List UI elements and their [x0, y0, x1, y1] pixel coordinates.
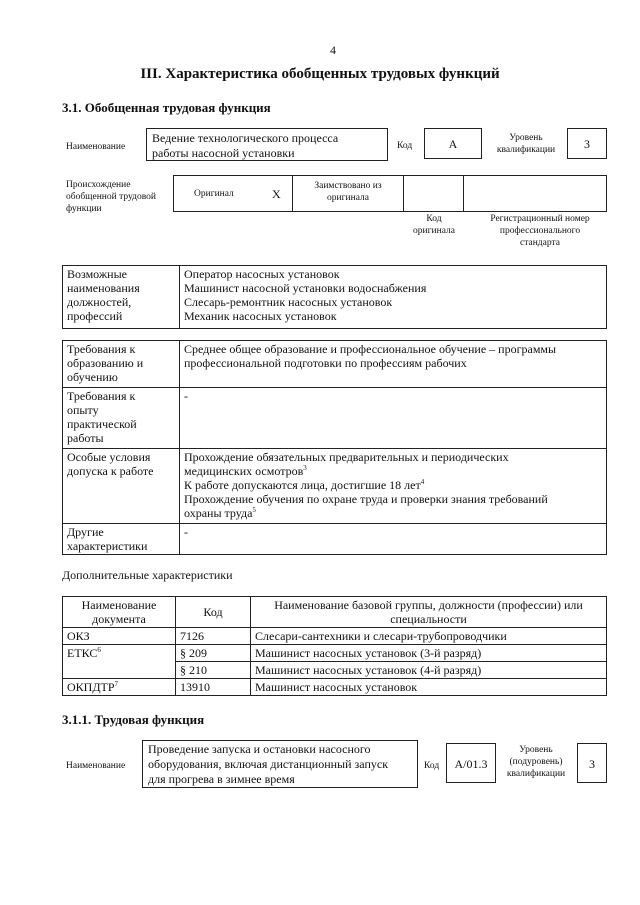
- origin-label-line: Происхождение: [66, 180, 131, 190]
- positions-label-cell: [63, 266, 180, 329]
- origin-reg-line: профессионального: [499, 226, 581, 236]
- other-value-cell: -: [180, 524, 607, 555]
- tf-name-box: [142, 740, 418, 788]
- additional-header-code: Код: [176, 597, 251, 628]
- experience-label-line: Требования к: [67, 389, 136, 403]
- positions-label-line: Возможные: [67, 267, 127, 281]
- origin-reg-line: Регистрационный номер: [490, 214, 590, 224]
- origin-borrowed-line: Заимствовано из: [314, 181, 382, 191]
- gtf-level-value: 3: [567, 128, 607, 159]
- special-value-line: [184, 478, 602, 492]
- education-label-line: образованию и: [67, 356, 144, 370]
- position-item: Машинист насосной установки водоснабжения: [184, 281, 427, 295]
- okpdtr-doc-text: ОКПДТР: [67, 680, 115, 694]
- education-label-cell: [63, 341, 180, 388]
- header-line: Наименование: [81, 598, 157, 612]
- gtf-name-line: Ведение технологического процесса: [152, 131, 339, 145]
- additional-title: Дополнительные характеристики: [62, 568, 233, 582]
- footnote-mark[interactable]: 3: [303, 464, 307, 472]
- etks-doc-text: ЕТКС: [67, 646, 98, 660]
- origin-code-line: Код: [426, 214, 442, 224]
- positions-label-line: профессий: [67, 309, 123, 323]
- tf-level-value: 3: [577, 743, 607, 783]
- tf-name-line: для прогрева в зимнее время: [148, 772, 295, 786]
- positions-table: [62, 265, 607, 329]
- origin-borrowed-label: [294, 180, 402, 204]
- etks-doc: [63, 645, 176, 679]
- tf-name-line: оборудования, включая дистанционный запуск: [148, 757, 389, 771]
- education-value-line: профессиональной подготовки по профессиям рабочих: [184, 356, 467, 370]
- okz-name: Слесари-сантехники и слесари-трубопроводчики: [251, 628, 607, 645]
- okpdtr-doc: [63, 679, 176, 696]
- origin-original-mark: X: [272, 187, 281, 201]
- gtf-level-label-line: квалификации: [496, 145, 556, 155]
- additional-header-name: [251, 597, 607, 628]
- education-value-line: Среднее общее образование и профессиональное обучение – программы: [184, 342, 557, 356]
- okz-code: 7126: [176, 628, 251, 645]
- etks-name: Машинист насосных установок (3-й разряд): [251, 645, 607, 662]
- positions-items-cell: [180, 266, 607, 329]
- etks-name: Машинист насосных установок (4-й разряд): [251, 662, 607, 679]
- origin-divider: [463, 175, 464, 212]
- special-value-text: охраны труда: [184, 506, 253, 520]
- okz-doc: ОКЗ: [63, 628, 176, 645]
- gtf-name-box: [146, 128, 388, 161]
- experience-label-line: практической: [67, 417, 137, 431]
- gtf-code-label: Код: [397, 141, 413, 151]
- origin-reg-line: стандарта: [520, 238, 560, 248]
- section-title: III. Характеристика обобщенных трудовых функций: [140, 66, 500, 82]
- subsection-title: 3.1. Обобщенная трудовая функция: [62, 100, 271, 115]
- tf-level-line: Уровень: [519, 745, 553, 755]
- gtf-level-label: [488, 132, 564, 156]
- special-value-text: К работе допускаются лица, достигшие 18 лет: [184, 478, 421, 492]
- footnote-mark[interactable]: 4: [420, 478, 425, 486]
- position-item: Оператор насосных установок: [184, 267, 340, 281]
- origin-reg-number-label: [470, 213, 610, 249]
- origin-divider: [292, 175, 293, 212]
- experience-label-line: работы: [67, 431, 104, 445]
- education-label-line: обучению: [67, 370, 118, 384]
- special-value-line: [184, 464, 602, 478]
- education-label-line: Требования к: [67, 342, 136, 356]
- tf-code-label: Код: [424, 761, 440, 771]
- origin-divider: [403, 175, 404, 212]
- requirements-table: [62, 340, 607, 555]
- header-line: специальности: [390, 612, 467, 626]
- footnote-mark[interactable]: 6: [97, 646, 101, 654]
- okpdtr-name: Машинист насосных установок: [251, 679, 607, 696]
- other-label-cell: [63, 524, 180, 555]
- header-line: документа: [92, 612, 146, 626]
- tf-title: 3.1.1. Трудовая функция: [62, 712, 205, 727]
- origin-label-line: функции: [66, 204, 102, 214]
- origin-borrowed-line: оригинала: [327, 193, 369, 203]
- origin-label-line: обобщенной трудовой: [66, 192, 156, 202]
- experience-value-cell: -: [180, 388, 607, 449]
- experience-label-line: опыту: [67, 403, 99, 417]
- education-value-cell: [180, 341, 607, 388]
- special-label-cell: [63, 449, 180, 524]
- experience-label-cell: [63, 388, 180, 449]
- position-item: Слесарь-ремонтник насосных установок: [184, 295, 393, 309]
- additional-table: [62, 596, 607, 696]
- positions-label-line: наименования: [67, 281, 140, 295]
- other-label-line: Другие: [67, 525, 104, 539]
- gtf-name-line: работы насосной установки: [152, 146, 295, 160]
- gtf-name-label: Наименование: [66, 142, 126, 152]
- special-value-line: Прохождение обучения по охране труда и проверки знания требований: [184, 492, 548, 506]
- okpdtr-code: 13910: [176, 679, 251, 696]
- additional-header-doc: [63, 597, 176, 628]
- special-label-line: Особые условия: [67, 450, 151, 464]
- etks-code: § 209: [176, 645, 251, 662]
- origin-code-line: оригинала: [413, 226, 455, 236]
- positions-label-line: должностей,: [67, 295, 132, 309]
- etks-code: § 210: [176, 662, 251, 679]
- gtf-code-value: A: [424, 128, 482, 159]
- page-number: 4: [330, 43, 336, 57]
- tf-code-value: A/01.3: [446, 743, 496, 783]
- tf-level-line: квалификации: [506, 769, 566, 779]
- tf-name-line: Проведение запуска и остановки насосного: [148, 742, 371, 756]
- footnote-mark[interactable]: 5: [252, 506, 256, 514]
- special-value-cell: [180, 449, 607, 524]
- special-value-line: Прохождение обязательных предварительных и периодических: [184, 450, 509, 464]
- special-label-line: допуска к работе: [67, 464, 154, 478]
- header-line: Наименование базовой группы, должности (профессии) или: [274, 598, 583, 612]
- gtf-level-label-line: Уровень: [509, 133, 543, 143]
- special-value-line: [184, 506, 602, 520]
- tf-name-label: Наименование: [66, 761, 126, 771]
- other-label-line: характеристики: [67, 539, 148, 553]
- tf-level-label: [498, 744, 574, 780]
- footnote-mark[interactable]: 7: [114, 680, 119, 688]
- origin-code-original-label: [404, 213, 464, 237]
- position-item: Механик насосных установок: [184, 309, 337, 323]
- origin-original-label: Оригинал: [194, 189, 234, 199]
- special-value-text: медицинских осмотров: [184, 464, 304, 478]
- tf-level-line: (подуровень): [509, 757, 563, 767]
- origin-label: [66, 179, 156, 215]
